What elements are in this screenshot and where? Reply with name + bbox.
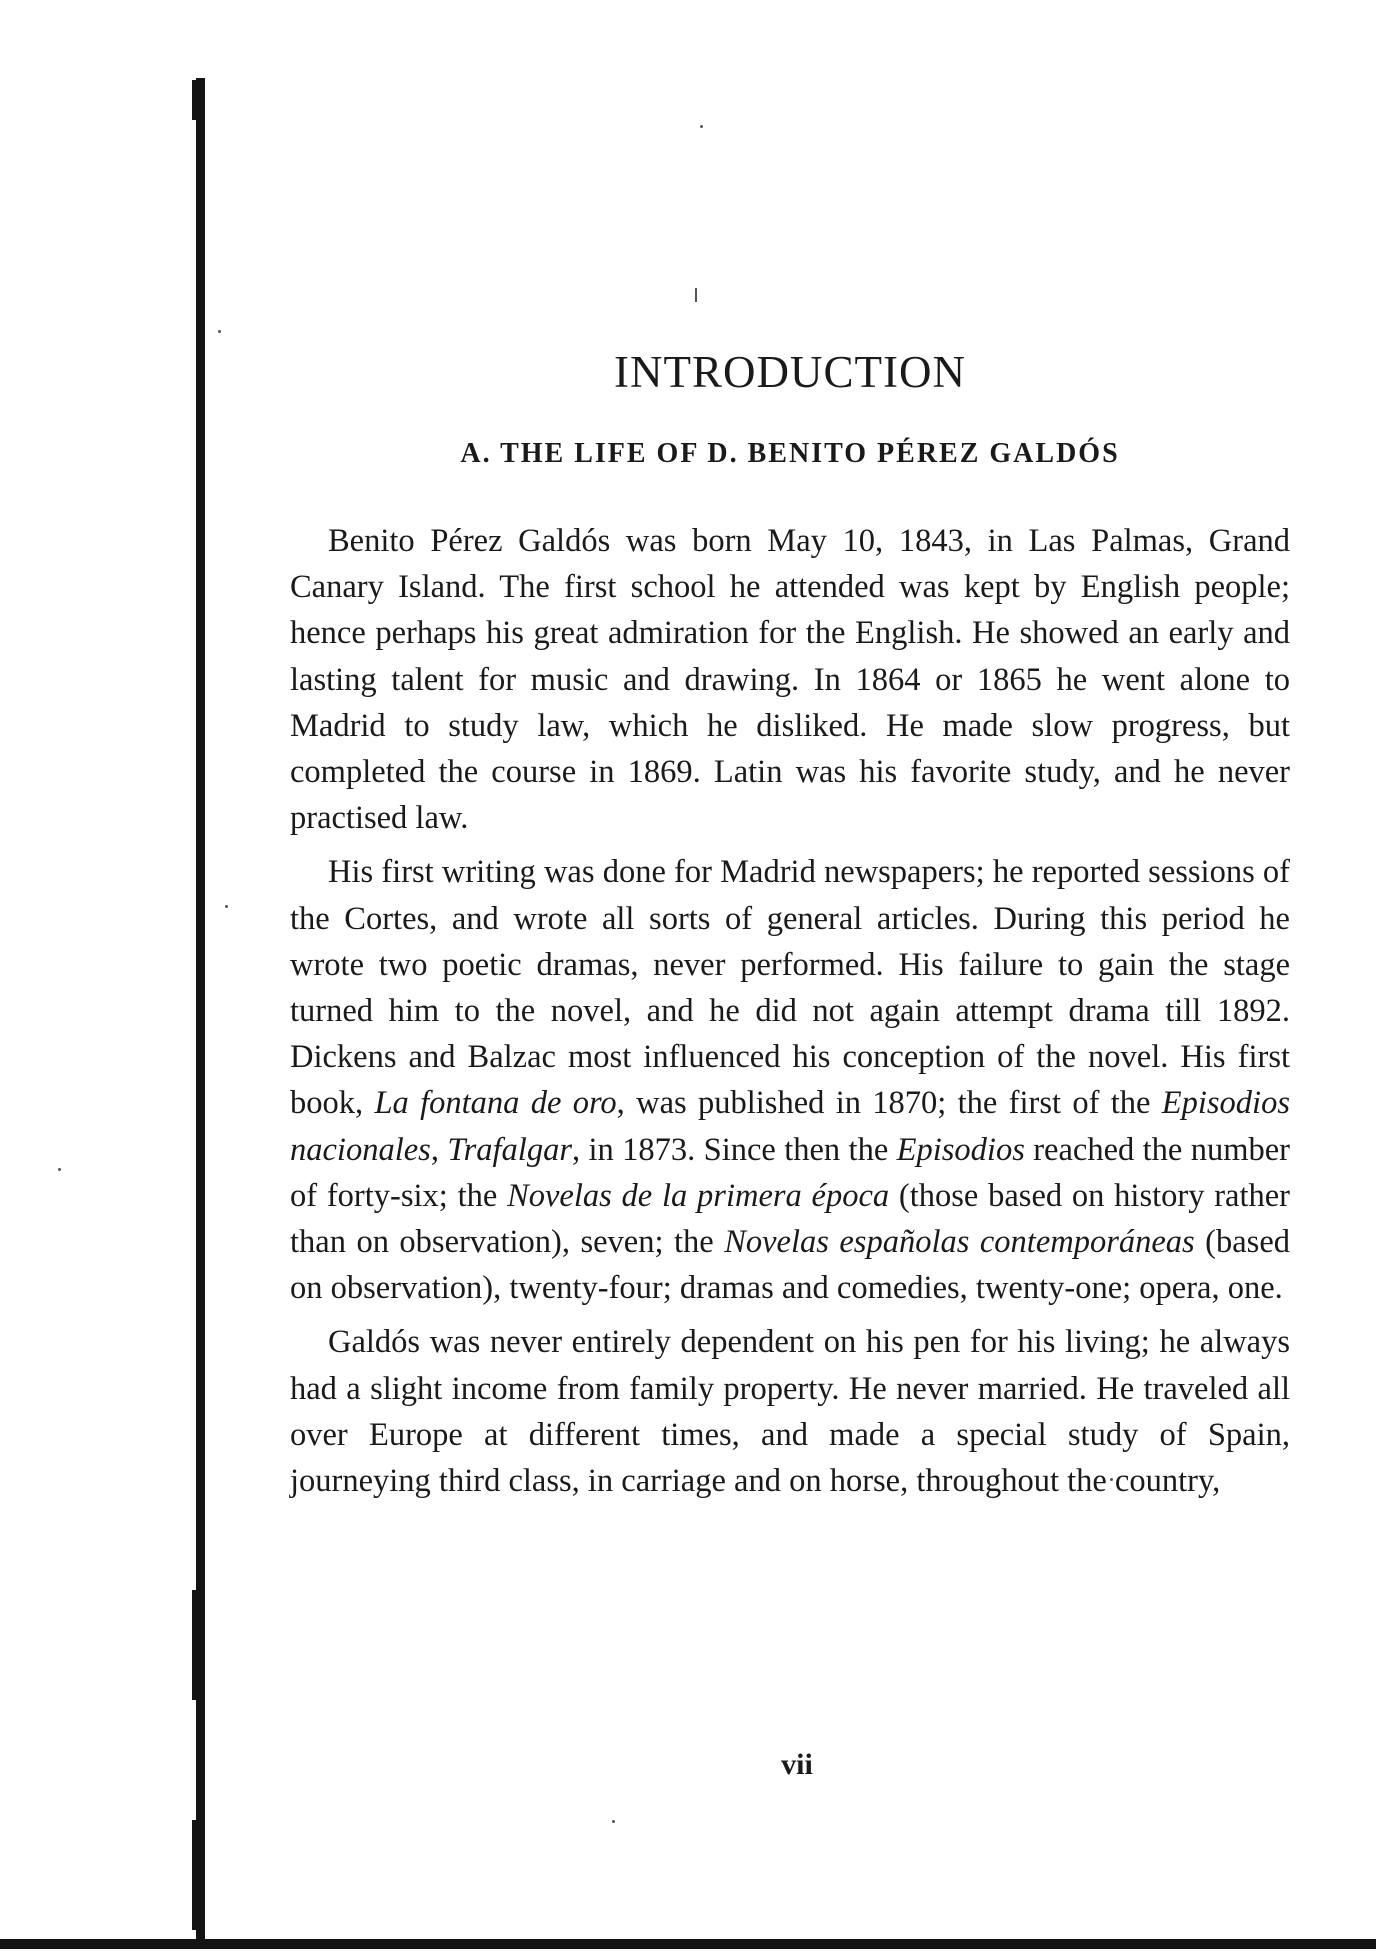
- paragraph-2-text: (based on observation), twenty-four; dramas and comedies, twenty-one; opera, one.: [290, 1224, 1290, 1307]
- bottom-rule: [0, 1939, 1376, 1949]
- binding-notch: [192, 1590, 197, 1700]
- scan-speck: [700, 125, 703, 128]
- paragraph-2-text: His first writing was done for Madrid newspapers; he reported sessions of the Cortes, and wrote all sorts of general articles. During this period he wrote two poetic dramas, never performed. His failure to gain the stage turned him to the novel, and he did not again attempt drama till 1892. Dickens and Balzac most influenced his conception of the novel. His first book,: [290, 854, 1290, 1122]
- book-title: La fontana de oro: [374, 1085, 617, 1122]
- binding-notch: [192, 1820, 197, 1930]
- page-number: vii: [781, 1748, 813, 1781]
- scan-speck: [695, 288, 697, 302]
- binding-notch: [192, 80, 197, 120]
- series-title: Novelas españolas contemporáneas: [724, 1224, 1195, 1261]
- paragraph-3: Galdós was never entirely dependent on his pen for his living; he always had a slight income from family property. He never married. He traveled all over Europe at different times, and made a special study of Spain, journeying third class, in carriage and on horse, throughout the country,: [290, 1324, 1290, 1500]
- scan-speck: [612, 1820, 615, 1823]
- series-title: Episodios nacionales: [290, 1085, 1290, 1168]
- scan-speck: [225, 905, 228, 908]
- paragraph-1: Benito Pérez Galdós was born May 10, 1843, in Las Palmas, Grand Canary Island. The first school he attended was kept by English people; hence perhaps his great admiration for the English. He showed an early and lasting talent for music and drawing. In 1864 or 1865 he went alone to Madrid to study law, which he disliked. He made slow progress, but completed the course in 1869. Latin was his favorite study, and he never practised law.: [290, 523, 1290, 837]
- book-title: Trafalgar: [447, 1131, 572, 1168]
- series-title: Novelas de la primera época: [507, 1177, 890, 1214]
- paragraph-2-text: ,: [430, 1131, 448, 1168]
- paragraph-2-text: (those based on history rather than on observation), seven; the: [290, 1177, 1291, 1261]
- scan-speck: [218, 330, 221, 333]
- paragraph-2-text: , was published in 1870; the first of the: [616, 1085, 1162, 1122]
- paragraph-2-text: reached the number of forty-six; the: [290, 1131, 1290, 1214]
- scan-speck: [58, 1168, 61, 1171]
- page-binding-edge: [196, 78, 205, 1948]
- section-heading: A. THE LIFE OF D. BENITO PÉREZ GALDÓS: [460, 438, 1120, 469]
- paragraph-2: [290, 849, 1290, 1311]
- page-content: [290, 347, 1291, 1512]
- page-title: INTRODUCTION: [614, 347, 966, 397]
- series-title: Episodios: [896, 1131, 1025, 1168]
- paragraph-2-text: , in 1873. Since then the: [571, 1131, 897, 1168]
